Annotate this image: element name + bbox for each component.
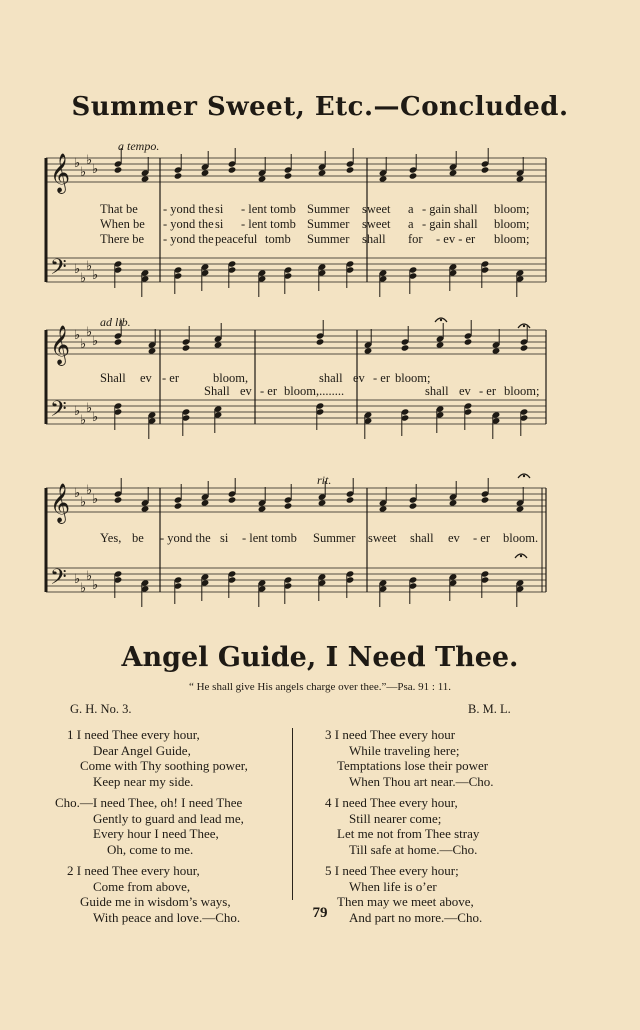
verse-line: While traveling here; <box>349 742 460 758</box>
tempo-a-tempo: a tempo. <box>118 139 160 153</box>
notehead <box>141 175 150 182</box>
notehead <box>379 505 388 512</box>
notehead <box>114 496 123 503</box>
notehead <box>114 338 123 345</box>
notehead <box>318 169 327 176</box>
notehead <box>114 166 123 173</box>
lyric-line-sys3: Yes, be - yond the si - lent tomb Summer sweet shall ev - er bloom. <box>100 531 539 545</box>
flat-sign: ♭ <box>74 262 81 277</box>
treble-clef: 𝄞 <box>50 483 71 523</box>
verse-line: Keep near my side. <box>93 773 194 789</box>
notehead <box>284 172 293 179</box>
flat-sign: ♭ <box>86 483 93 498</box>
verse-line: And part no more.—Cho. <box>349 909 483 925</box>
notehead <box>449 169 458 176</box>
flat-sign: ♭ <box>74 572 81 587</box>
flat-sign: ♭ <box>86 325 93 340</box>
treble-clef: 𝄞 <box>50 153 71 193</box>
verse-line: With peace and love.—Cho. <box>93 909 241 925</box>
author-initials: B. M. L. <box>468 702 511 716</box>
treble-clef: 𝄞 <box>50 325 71 365</box>
notehead <box>318 499 327 506</box>
notehead <box>409 172 418 179</box>
verse-line: Till safe at home.—Cho. <box>349 841 478 857</box>
notehead <box>316 338 325 345</box>
flat-sign: ♭ <box>92 334 99 349</box>
flat-sign: ♭ <box>92 492 99 507</box>
chorus-line: Gently to guard and lead me, <box>93 810 244 826</box>
flat-sign: ♭ <box>92 578 99 593</box>
verses-right-column <box>325 727 494 925</box>
hymn-title-angel-guide: Angel Guide, I Need Thee. <box>121 642 519 673</box>
flat-sign: ♭ <box>80 165 87 180</box>
tune-reference: G. H. No. 3. <box>70 702 132 716</box>
flat-sign: ♭ <box>74 404 81 419</box>
notehead <box>409 502 418 509</box>
flat-sign: ♭ <box>80 337 87 352</box>
bass-clef: 𝄢 <box>50 255 67 285</box>
notehead <box>214 341 223 348</box>
verse-line: 5 I need Thee every hour; <box>325 863 459 878</box>
chorus-line: Every hour I need Thee, <box>93 826 219 841</box>
notehead <box>201 169 210 176</box>
verse-line: 3 I need Thee every hour <box>325 727 456 742</box>
epigraph: “ He shall give His angels charge over thee.”—Psa. 91 : 11. <box>188 681 452 693</box>
notehead <box>258 175 267 182</box>
lyric-line-bass-sys2: Shall ev - er bloom,........ shall ev - er bloom; <box>204 384 540 398</box>
flat-sign: ♭ <box>92 268 99 283</box>
bass-clef: 𝄢 <box>50 397 67 427</box>
lyric-line-1: That be - yond thesi - lent tomb Summer sweet a - gain shall bloom; <box>100 202 530 216</box>
verse-line: Dear Angel Guide, <box>93 742 191 758</box>
flat-sign: ♭ <box>86 153 93 168</box>
flat-sign: ♭ <box>74 328 81 343</box>
verse-line: When Thou art near.—Cho. <box>349 773 494 789</box>
flat-sign: ♭ <box>80 413 87 428</box>
tempo-ad-lib: ad lib. <box>100 315 131 329</box>
verse-line: Come with Thy soothing power, <box>80 758 248 773</box>
notehead <box>520 344 529 351</box>
notehead <box>464 338 473 345</box>
fermata-dot <box>523 475 525 477</box>
notehead <box>201 499 210 506</box>
verse-line: Then may we meet above, <box>337 894 474 909</box>
fermata-dot <box>523 325 525 327</box>
verse-line: 1 I need Thee every hour, <box>67 727 200 742</box>
flat-sign: ♭ <box>92 162 99 177</box>
notehead <box>481 496 490 503</box>
notehead <box>258 505 267 512</box>
notehead <box>228 496 237 503</box>
notehead <box>284 502 293 509</box>
notehead <box>141 505 150 512</box>
flat-sign: ♭ <box>92 410 99 425</box>
lyric-line-2: When be - yond thesi - lent tomb Summer sweet a - gain shall bloom; <box>100 217 530 231</box>
page-number: 79 <box>312 905 328 921</box>
notehead <box>516 505 525 512</box>
tempo-rit: rit. <box>317 473 332 487</box>
verse-line: Guide me in wisdom’s ways, <box>80 894 231 909</box>
flat-sign: ♭ <box>86 401 93 416</box>
verse-line: Still nearer come; <box>349 810 442 826</box>
fermata-dot <box>440 319 442 321</box>
fermata-dot <box>520 555 522 557</box>
notehead <box>346 496 355 503</box>
notehead <box>449 499 458 506</box>
notehead <box>228 166 237 173</box>
notehead <box>174 172 183 179</box>
flat-sign: ♭ <box>80 495 87 510</box>
flat-sign: ♭ <box>74 156 81 171</box>
flat-sign: ♭ <box>80 271 87 286</box>
verses-left-column <box>55 727 248 925</box>
notehead <box>401 344 410 351</box>
notehead <box>364 347 373 354</box>
notehead <box>148 347 157 354</box>
lyric-line-3: There be - yond thepeaceful tomb Summer shall for - ev - er bloom; <box>100 232 530 246</box>
flat-sign: ♭ <box>86 259 93 274</box>
flat-sign: ♭ <box>74 486 81 501</box>
chorus-line: Cho.—I need Thee, oh! I need Thee <box>55 795 243 810</box>
verse-line: When life is o’er <box>349 878 437 894</box>
notehead <box>346 166 355 173</box>
notehead <box>379 175 388 182</box>
column-divider <box>292 728 293 900</box>
verse-line: 2 I need Thee every hour, <box>67 863 200 878</box>
verse-line: Come from above, <box>93 878 191 894</box>
notehead <box>481 166 490 173</box>
flat-sign: ♭ <box>80 581 87 596</box>
notehead <box>182 344 191 351</box>
notehead <box>492 347 501 354</box>
bass-clef: 𝄢 <box>50 565 67 595</box>
verse-line: Let me not from Thee stray <box>337 826 480 841</box>
notehead <box>174 502 183 509</box>
hymn-title-summer-sweet: Summer Sweet, Etc.—Concluded. <box>71 92 569 122</box>
lyric-line-treble-sys2: Shall ev - er bloom, shall ev - er bloom; <box>100 371 431 385</box>
notehead <box>516 175 525 182</box>
notehead <box>436 341 445 348</box>
chorus-line: Oh, come to me. <box>107 841 194 857</box>
flat-sign: ♭ <box>86 569 93 584</box>
verse-line: Temptations lose their power <box>337 758 489 773</box>
verse-line: 4 I need Thee every hour, <box>325 795 458 810</box>
